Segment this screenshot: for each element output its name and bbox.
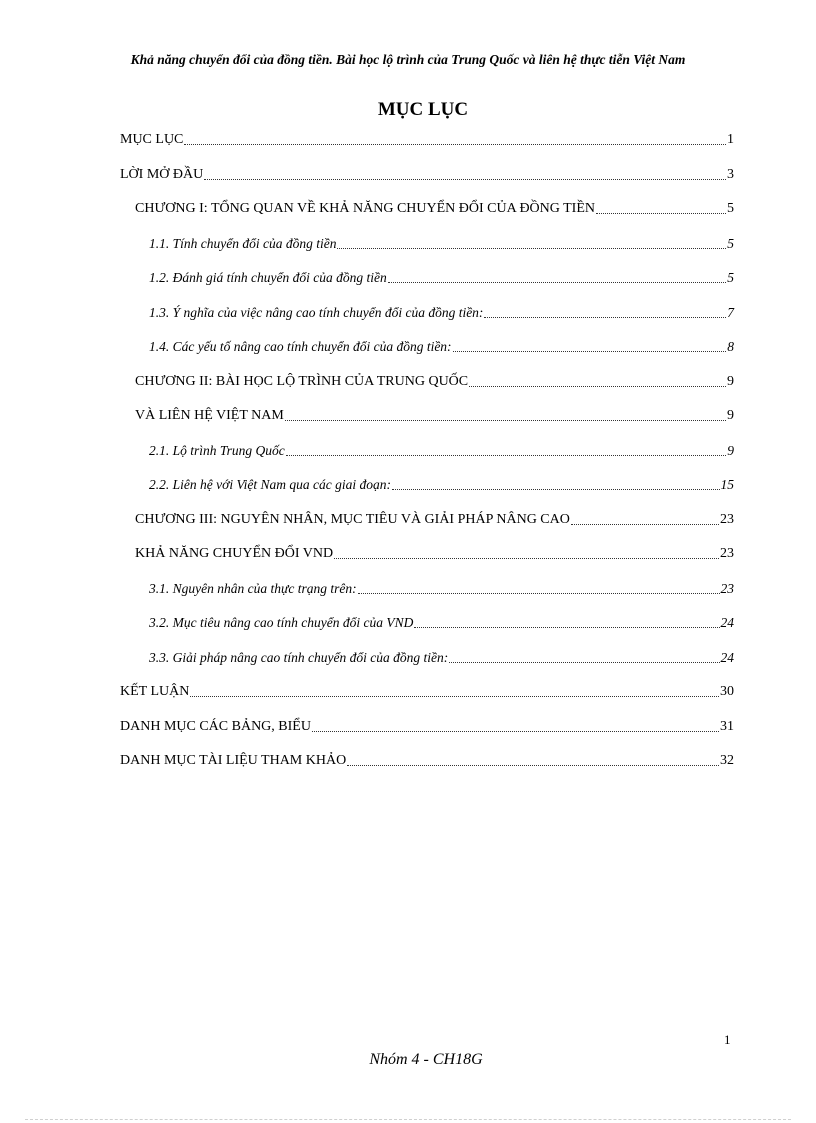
toc-entry[interactable] [135,369,734,391]
toc-dot-leader [469,385,726,387]
toc-dot-leader [392,488,719,490]
toc-entry-title: KẾT LUẬN [120,684,190,699]
toc-entry[interactable] [149,231,734,253]
toc-entry-page: 5 [727,235,734,251]
toc-entry-page: 30 [720,684,734,699]
toc-entry[interactable] [149,438,734,460]
page-number: 1 [724,1032,731,1047]
toc-entry-title: LỜI MỞ ĐẦU [120,166,204,182]
toc-entry-title: 2.2. Liên hệ với Việt Nam qua các giai đoạn: [149,477,392,492]
toc-entry[interactable] [149,576,734,598]
toc-entry-title: 3.3. Giải pháp nâng cao tính chuyển đổi của đồng tiền: [149,649,449,665]
toc-entry-title: DANH MỤC TÀI LIỆU THAM KHẢO [120,753,347,768]
toc-entry-title: DANH MỤC CÁC BẢNG, BIỂU [120,718,311,734]
toc-entry-page: 15 [720,477,734,492]
toc-entry-title: CHƯƠNG II: BÀI HỌC LỘ TRÌNH CỦA TRUNG QUỐC [135,373,469,389]
toc-entry-title: VÀ LIÊN HỆ VIỆT NAM [135,408,284,423]
toc-entry-page: 23 [720,546,734,561]
toc-entry-page: 9 [727,442,734,458]
toc-entry-title: 1.3. Ý nghĩa của việc nâng cao tính chuyển đổi của đồng tiền: [149,304,484,320]
toc-entry-page: 5 [727,201,734,216]
toc-dot-leader [358,592,720,594]
toc-entry-page: 31 [720,718,734,734]
toc-entry[interactable] [120,162,734,184]
toc-entry-title: MỤC LỤC [120,132,184,147]
toc-entry-page: 24 [720,649,734,665]
toc-entry-page: 5 [727,270,734,285]
toc-heading: MỤC LỤC [377,99,469,120]
toc-dot-leader [337,247,726,249]
toc-dot-leader [286,454,726,456]
toc-entry[interactable] [149,334,734,356]
page-bottom-border [25,1119,791,1120]
toc-entry[interactable] [149,645,734,667]
toc-entry[interactable] [149,265,734,287]
toc-entry[interactable] [120,679,734,701]
toc-entry-title: CHƯƠNG I: TỔNG QUAN VỀ KHẢ NĂNG CHUYỂN ĐỔI CỦA ĐỒNG TIỀN [135,201,596,216]
toc-dot-leader [414,626,719,628]
toc-dot-leader [596,212,726,214]
toc-dot-leader [388,281,727,283]
toc-entry-page: 23 [720,580,734,596]
toc-entry[interactable] [135,541,734,563]
toc-entry-title: CHƯƠNG III: NGUYÊN NHÂN, MỤC TIÊU VÀ GIẢI PHÁP NÂNG CAO [135,511,570,527]
toc-dot-leader [285,419,726,421]
toc-dot-leader [190,695,719,697]
toc-entry[interactable] [135,196,734,218]
toc-dot-leader [453,350,727,352]
toc-dot-leader [204,178,726,180]
toc-entry-page: 7 [727,304,734,320]
toc-entry[interactable] [149,472,734,494]
toc-dot-leader [334,557,719,559]
toc-entry-page: 1 [727,132,734,147]
toc-entry-title: 1.1. Tính chuyển đổi của đồng tiền [149,235,337,251]
toc-entry-title: 3.2. Mục tiêu nâng cao tính chuyển đổi của VND [149,615,414,630]
document-header-title: Khả năng chuyển đổi của đồng tiền. Bài học lộ trình của Trung Quốc và liên hệ thực tiễn Việt Nam [130,52,686,67]
toc-dot-leader [571,523,719,525]
toc-entry-title: 1.4. Các yếu tố nâng cao tính chuyển đổi của đồng tiền: [149,339,452,354]
toc-entry-page: 3 [727,166,734,182]
toc-entry-title: KHẢ NĂNG CHUYỂN ĐỔI VND [135,546,334,561]
toc-entry[interactable] [120,127,734,149]
toc-entry-page: 23 [720,511,734,527]
toc-entry-title: 1.2. Đánh giá tính chuyển đổi của đồng tiền [149,270,387,285]
toc-dot-leader [449,661,719,663]
toc-entry[interactable] [149,610,734,632]
toc-entry[interactable] [149,300,734,322]
toc-entry-page: 32 [720,753,734,768]
toc-entry-page: 9 [727,408,734,423]
toc-dot-leader [312,730,719,732]
toc-entry[interactable] [135,507,734,529]
toc-entry[interactable] [135,403,734,425]
toc-entry-page: 9 [727,373,734,389]
toc-entry[interactable] [120,714,734,736]
toc-entry-title: 3.1. Nguyên nhân của thực trạng trên: [149,580,357,596]
toc-entry-page: 8 [727,339,734,354]
toc-entry[interactable] [120,748,734,770]
toc-dot-leader [184,143,726,145]
footer-text: Nhóm 4 - CH18G [369,1051,483,1068]
toc-entry-page: 24 [720,615,734,630]
toc-dot-leader [347,764,719,766]
toc-entry-title: 2.1. Lộ trình Trung Quốc [149,442,285,458]
toc-dot-leader [484,316,726,318]
